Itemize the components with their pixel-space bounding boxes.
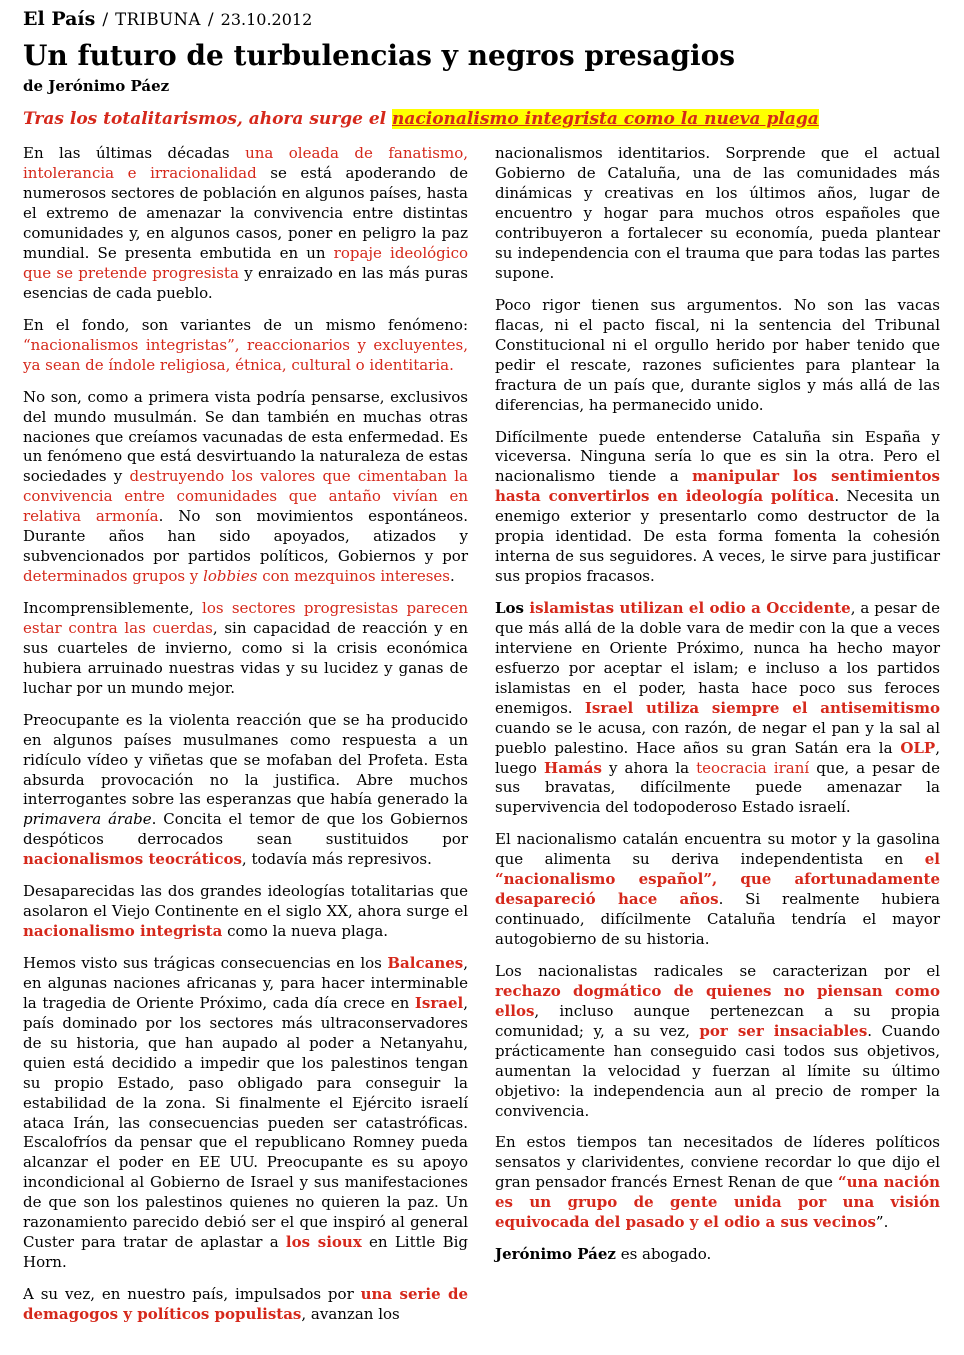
text-run: Incomprensiblemente, <box>23 599 203 618</box>
text-run: . Cuando prácticamente han conseguido casi todos sus objetivos, aumentan la velocidad y fuerzan al límite su último objetivo: la independencia aun al precio de romper la convivencia. <box>495 1021 940 1120</box>
body-paragraph <box>495 1245 940 1265</box>
text-run: A su vez, en nuestro país, impulsados por <box>23 1285 361 1304</box>
text-run: una oleada de fanatismo, intolerancia e irracionalidad <box>23 144 468 183</box>
body-paragraph <box>23 388 468 587</box>
text-run: que, a pesar de sus bravatas, difícilmente puede amenazar la supervivencia del todopoderoso Estado israelí. <box>495 758 940 817</box>
text-run: Poco rigor tienen sus argumentos. No son las vacas flacas, ni el pacto fiscal, ni la sentencia del Tribunal Constitucional ni el orgullo herido por haber tenido que pedir el rescate, razones suficientes para plantear la fractura de un país que, durante siglos y más allá de las diferencias, ha permanecido unido. <box>495 295 940 414</box>
text-run: Desaparecidas las dos grandes ideologías totalitarias que asolaron el Viejo Continente en el siglo XX, ahora surge el <box>23 882 468 921</box>
text-run: Jerónimo Páez <box>495 1245 616 1264</box>
text-run: , en algunas naciones africanas y, para hacer interminable la tragedia de Oriente Próximo, cada día crece en <box>23 954 468 1012</box>
column-right <box>495 144 940 1277</box>
text-run: En las últimas décadas <box>23 144 246 163</box>
article-body <box>23 144 940 1337</box>
text-run: determinados grupos y <box>23 567 204 586</box>
text-run: . Si realmente hubiera continuado, difícilmente Cataluña tendría el mayor autogobierno de su historia. <box>495 890 940 949</box>
text-run: . Concita el temor de que los Gobiernos despóticos derrocados sean sustituidos por <box>23 810 468 849</box>
article-title: Un futuro de turbulencias y negros presagios <box>23 39 736 72</box>
text-run: una serie de demagogos y políticos populistas <box>23 1285 468 1323</box>
text-run: lobbies <box>203 567 258 586</box>
text-run: , sin capacidad de reacción y en sus cuarteles de invierno, como si la crisis económica hubiera arruinado nuestras vidas y su lucidez y ganas de luchar por un mundo mejor. <box>23 618 469 697</box>
text-run: “una nación es un grupo de gente unida por una visión equivocada del pasado y el odio a sus vecinos <box>495 1173 941 1232</box>
text-run: En estos tiempos tan necesitados de líderes políticos sensatos y clarividentes, conviene recordar lo que dijo el gran pensador francés Ernest Renan de que <box>495 1133 940 1192</box>
column-left <box>23 144 468 1337</box>
body-paragraph <box>23 954 468 1273</box>
text-run: Hamás <box>544 758 602 777</box>
text-run: rechazo dogmático de quienes no piensan como ellos <box>495 981 940 1020</box>
text-run: los sectores progresistas parecen estar contra las cuerdas <box>23 599 468 637</box>
text-run: se está apoderando de numerosos sectores de población en algunos países, hasta el extremo de amenazar la convivencia entre distintas comunidades y, en algunos casos, poner en peligro la paz mundial. Se presenta embutida en un <box>23 164 468 263</box>
text-run: como la nueva plaga. <box>222 922 389 941</box>
text-run: Israel <box>414 993 464 1012</box>
text-run: el “nacionalismo español”, que afortunadamente desapareció hace años <box>495 850 940 909</box>
separator: / <box>207 10 214 30</box>
body-paragraph <box>495 144 940 284</box>
masthead <box>23 8 940 30</box>
brand-name: El País <box>23 8 96 30</box>
text-run: teocracia iraní <box>696 758 810 777</box>
text-run: Los nacionalistas radicales se caracterizan por el <box>495 961 940 980</box>
text-run: . Necesita un enemigo exterior y presentarlo como destructor de la propia identidad. De esta forma fomenta la cohesión interna de sus seguidores. A veces, le sirve para justificar sus propios fracasos. <box>495 487 941 586</box>
text-run: nacionalismo integrista <box>23 922 223 941</box>
text-run: ropaje ideológico que se pretende progresista <box>23 244 468 282</box>
text-run: . No son movimientos espontáneos. Durante años han sido apoyados, atizados y subvencionados por partidos políticos, Gobiernos y por <box>23 507 468 566</box>
text-run: y enraizado en las más puras esencias de cada pueblo. <box>23 263 468 302</box>
text-run: , luego <box>495 738 940 777</box>
text-run: , incluso aunque pertenezcan a su propia comunidad; y, a su vez, <box>495 1001 940 1040</box>
text-run: manipular los sentimientos hasta convertirlos en ideología política <box>495 467 940 506</box>
text-run: . <box>450 567 455 586</box>
lead-paragraph <box>23 109 940 129</box>
text-run: Difícilmente puede entenderse Cataluña sin España y viceversa. Ninguna sería lo que es sin la otra. Pero el nacionalismo tiende a <box>495 427 940 486</box>
text-run: con mezquinos intereses <box>257 567 451 586</box>
body-paragraph <box>495 599 940 818</box>
text-run: los sioux <box>285 1233 362 1252</box>
text-run: , avanzan los <box>301 1304 400 1323</box>
text-run: “nacionalismos integristas”, reaccionarios y excluyentes, ya sean de índole religiosa, étnica, cultural o identitaria. <box>23 335 468 374</box>
text-run: destruyendo los valores que cimentaban la convivencia entre comunidades que antaño vivían en relativa armonía <box>23 467 468 526</box>
body-paragraph <box>23 599 468 699</box>
byline: de Jerónimo Páez <box>23 77 170 96</box>
section-label: TRIBUNA <box>115 10 201 29</box>
text-run: Israel utiliza siempre el antisemitismo <box>584 698 940 717</box>
text-run: Tras los totalitarismos, ahora surge el <box>23 109 393 130</box>
text-run: nacionalismo integrista como la nueva plaga <box>392 109 819 130</box>
text-run: es abogado. <box>615 1245 712 1264</box>
text-run: nacionalismos identitarios. Sorprende que el actual Gobierno de Cataluña, una de las comunidades más dinámicas y creativas en los últimos años, lugar de encuentro y hogar para muchos otros españoles que contribuyeron a fortalecer su economía, pueda plantear su independencia con el trauma que para todas las partes supone. <box>495 144 940 282</box>
text-run: , todavía más represivos. <box>241 850 432 869</box>
text-run: El nacionalismo catalán encuentra su motor y la gasolina que alimenta su deriva independentista en <box>495 830 940 869</box>
text-run: , a pesar de que más allá de la doble vara de medir con la que a veces interviene en Oriente Próximo, nunca ha hecho mayor esfuerzo por aceptar el islam; e incluso a los partidos islamistas en el poder, hasta hace poco sus feroces enemigos. <box>495 599 940 717</box>
text-run: nacionalismos teocráticos <box>23 850 242 869</box>
text-run: por ser insaciables <box>699 1021 868 1040</box>
publication-date: 23.10.2012 <box>220 10 313 29</box>
body-paragraph <box>23 711 468 871</box>
text-run: Preocupante es la violenta reacción que se ha producido en algunos países musulmanes como respuesta a un ridículo vídeo y viñetas que se mofaban del Profeta. Esta absurda provocación no la justifica. Abre muchos interrogantes sobre las esperanzas que había generado la <box>23 710 468 809</box>
text-run: cuando se le acusa, con razón, de negar el pan y la sal al pueblo palestino. Hace años su gran Satán era la <box>495 718 940 757</box>
text-run: en Little Big Horn. <box>23 1233 468 1272</box>
text-run: y ahora la <box>601 758 697 777</box>
text-run: No son, como a primera vista podría pensarse, exclusivos del mundo musulmán. Se dan también en muchas otras naciones que creíamos vacunadas de esta enfermedad. Es un fenómeno que está desvirtuando la naturaleza de estas sociedades y <box>23 387 468 486</box>
text-run: Los <box>495 599 530 618</box>
body-paragraph <box>495 830 940 950</box>
text-run: Balcanes <box>387 954 464 973</box>
text-run: primavera árabe <box>23 810 152 829</box>
separator: / <box>102 10 109 30</box>
body-paragraph <box>23 316 468 376</box>
body-paragraph <box>23 144 468 304</box>
text-run: OLP <box>900 738 936 757</box>
text-run: ”. <box>875 1213 889 1232</box>
text-run: islamistas utilizan el odio a Occidente <box>529 599 851 618</box>
text-run: En el fondo, son variantes de un mismo fenómeno: <box>23 315 468 334</box>
body-paragraph <box>495 962 940 1122</box>
body-paragraph <box>495 296 940 416</box>
body-paragraph <box>495 428 940 588</box>
body-paragraph <box>23 882 468 942</box>
body-paragraph <box>495 1133 940 1233</box>
text-run: Hemos visto sus trágicas consecuencias en los <box>23 954 388 973</box>
text-run: , país dominado por los sectores más ultraconservadores de su historia, que han aupado al poder a Netanyahu, quien está decidido a impedir que los palestinos tengan su propio Estado, paso obligado para conseguir la estabilidad de la zona. Si finalmente el Ejército israelí ataca Irán, las consecuencias pueden ser catastróficas. Escalofríos da pensar que el republicano Romney pueda alcanzar el poder en EE UU. Preocupante es su apoyo incondicional al Gobierno de Israel y sus manifestaciones de que son los palestinos quienes no quieren la paz. Un razonamiento parecido debió ser el que inspiró al general Custer para tratar de aplastar a <box>23 993 468 1252</box>
